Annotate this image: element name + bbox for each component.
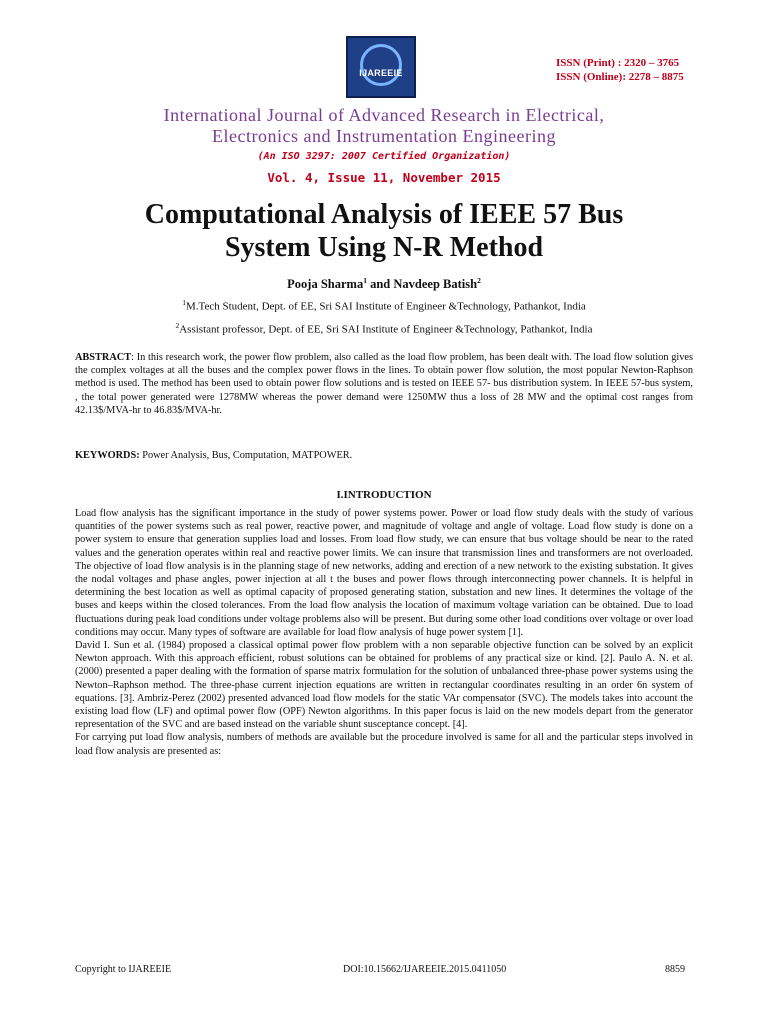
intro-paragraph-1: Load flow analysis has the significant importance in the study of power systems power. Power or load flow study deals with the study of various quantities of the power systems such as real power, reactive power, and magnitude of voltage and angle of voltage. Load flow study is done on a power system to ensure that generation supplies load and losses. From load flow study, we can ensure that bus voltage should be near to the rated values and the generation operates within real and reactive power limits. We can insure that transmission lines and transformers are not overloaded. The objective of load flow analysis is in the planning stage of new networks, adding and erection of a new network to the existing substation. It gives the nodal voltages and phase angles, power injection at all t the buses and power flows through interconnecting power channels. It is helpful in determining the best location as well as optimal capacity of proposed generating station, substation and new lines. It determines the voltage of the buses and keeps within the closed tolerances. From the load flow analysis the location of maximum voltage variation can be obtained. Due to load fluctuations during peak load conditions under voltage problems also will be present. But during some other load conditions over voltage or over load conditions may occur. Many types of software are available for load flow analysis of huge power system [1]. <box>75 508 693 638</box>
journal-name-line1: International Journal of Advanced Research in Electrical, <box>163 105 605 125</box>
footer-page-number: 8859 <box>665 964 685 975</box>
author1: Pooja Sharma <box>287 277 364 292</box>
aff2-sup: 2 <box>175 321 180 330</box>
author1-sup: 1 <box>363 276 367 285</box>
author2-sup: 2 <box>477 276 481 285</box>
keywords-label: KEYWORDS: <box>75 450 140 461</box>
introduction-body <box>75 507 693 758</box>
aff1-sup: 1 <box>182 298 186 307</box>
affiliation-1 <box>0 298 768 313</box>
issn-print: ISSN (Print) : 2320 – 3765 <box>556 57 680 69</box>
and: and <box>366 277 394 292</box>
issn-online: ISSN (Online): 2278 – 8875 <box>556 71 684 83</box>
iso-certification: (An ISO 3297: 2007 Certified Organization) <box>257 151 511 162</box>
aff1-text: M.Tech Student, Dept. of EE, Sri SAI Institute of Engineer &Technology, Pathankot, India <box>185 300 586 313</box>
journal-name-line2: Electronics and Instrumentation Engineering <box>212 126 556 146</box>
volume-issue: Vol. 4, Issue 11, November 2015 <box>267 170 501 185</box>
title-line1: Computational Analysis of IEEE 57 Bus <box>144 199 624 230</box>
aff2-text: Assistant professor, Dept. of EE, Sri SAI Institute of Engineer &Technology, Pathankot, India <box>179 323 593 336</box>
author2: Navdeep Batish <box>393 277 478 292</box>
title-line2: System Using N-R Method <box>224 232 544 263</box>
abstract-text: : In this research work, the power flow problem, also called as the load flow problem, has been dealt with. The load flow solution gives the complex voltages at all the buses and the complex power flows in the lines. To obtain power flow solution, the most popular Newton-Raphson method is used. The method has been used to obtain power flow solutions and is tested on IEEE 57- bus distribution system. In IEEE 57-bus system, , the total power generated were 1278MW whereas the power demand were 1250MW thus a loss of 28 MW and the optimal cost ranges from 42.13$/MVA-hr to 46.83$/MVA-hr. <box>75 352 693 416</box>
keywords <box>75 449 693 462</box>
keywords-text: Power Analysis, Bus, Computation, MATPOWER. <box>139 450 353 461</box>
affiliation-2 <box>0 321 768 336</box>
journal-logo <box>346 36 416 98</box>
intro-paragraph-2: David I. Sun et al. (1984) proposed a classical optimal power flow problem with a non separable objective function can be solved by an explicit Newton approach. With this approach efficient, robust solutions can be obtained for problems of any practical size or kind. [2]. Paulo A. N. et al. (2000) presented a paper dealing with the formation of sparse matrix formulation for the solution of unbalanced three-phase power systems using the Newton–Raphson method. The three-phase current injection equations are written in rectangular coordinates resulting in an order 6n system of equations. [3]. Ambriz-Perez (2002) presented advanced load flow models for the static VAr compensator (SVC). The models takes into account the existing load flow (LF) and optimal power flow (OPF) Newton algorithms. In this paper focus is laid on the new models depart from the generator representation of the SVC and are based instead on the variable shunt susceptance concept. [4]. <box>75 640 693 731</box>
intro-paragraph-3: For carrying put load flow analysis, numbers of methods are available but the procedure involved is same for all and the particular steps involved in load flow analysis are presented as: <box>75 732 693 757</box>
logo-text: IJAREEIE <box>359 68 403 78</box>
abstract-label: ABSTRACT <box>75 352 132 363</box>
authors <box>0 276 768 292</box>
footer-doi: DOI:10.15662/IJAREEIE.2015.0411050 <box>343 964 507 975</box>
section-heading: I.INTRODUCTION <box>336 489 432 501</box>
issn-block <box>556 56 684 84</box>
paper-title <box>60 198 708 264</box>
globe-icon <box>360 44 402 86</box>
footer-copyright: Copyright to IJAREEIE <box>75 964 172 975</box>
abstract <box>75 351 693 417</box>
